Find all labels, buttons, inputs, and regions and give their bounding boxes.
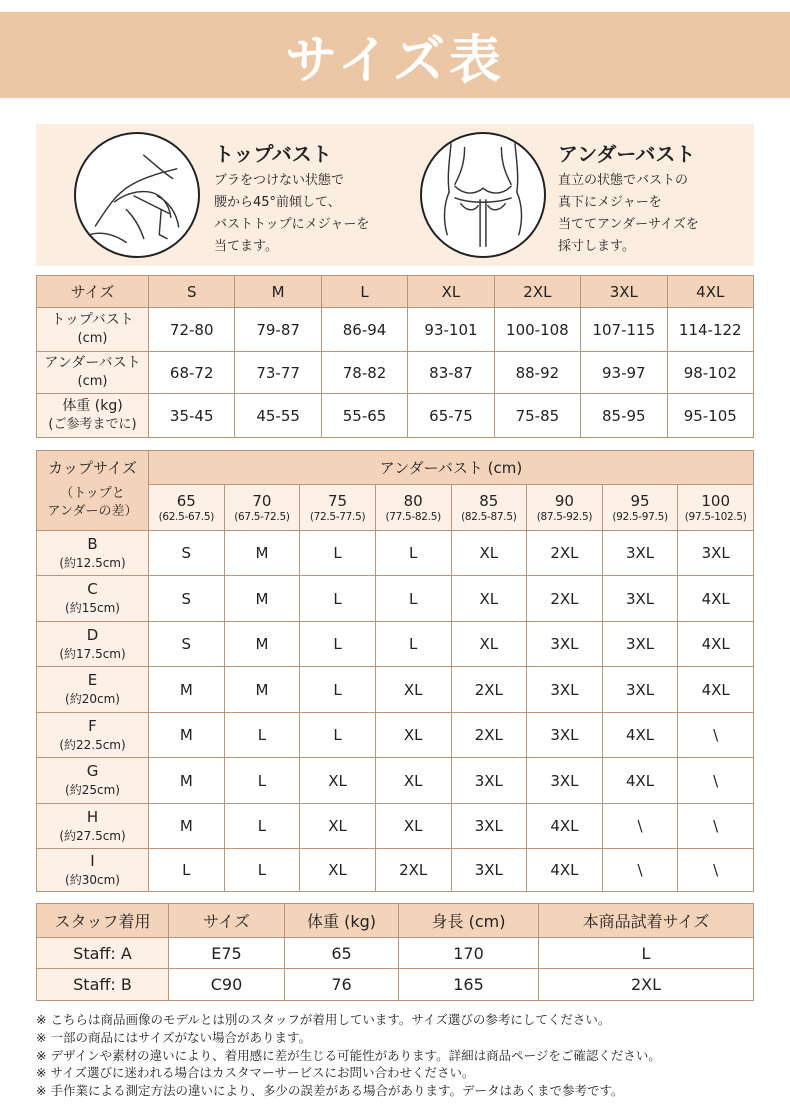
table-cell: 93-97 xyxy=(581,352,667,394)
staff-fitting-table xyxy=(36,903,754,1001)
band-header xyxy=(451,485,527,531)
table-row xyxy=(37,394,754,438)
table-cell: 3XL xyxy=(451,758,527,804)
table-cell: S xyxy=(149,576,225,622)
cup-size-table xyxy=(36,450,754,892)
under-bust-header: アンダーバスト (cm) xyxy=(149,451,754,485)
under-bust-illustration xyxy=(420,132,546,258)
table-cell: XL xyxy=(300,758,376,804)
cup-corner-sub: （トップと アンダーの差） xyxy=(37,485,149,531)
row-label-text: トップバスト xyxy=(51,312,134,328)
table-row xyxy=(37,804,754,849)
table-cell: XL xyxy=(451,531,527,576)
band-header xyxy=(375,485,451,531)
table-cell: 107-115 xyxy=(581,308,667,352)
cup-letter: F xyxy=(88,716,97,735)
table-row xyxy=(37,531,754,576)
table-cell: \ xyxy=(678,849,754,892)
table-cell: C90 xyxy=(169,969,285,1001)
table-cell: L xyxy=(224,849,300,892)
table-cell: M xyxy=(224,576,300,622)
under-bust-description: 直立の状態でバストの 真下にメジャーを 当ててアンダーサイズを 採寸します。 xyxy=(558,173,699,254)
table-cell: L xyxy=(375,622,451,667)
table-cell: XL xyxy=(375,758,451,804)
table-cell: M xyxy=(224,531,300,576)
note-line: ※ こちらは商品画像のモデルとは別のスタッフが着用しています。サイズ選びの参考にしてください。 xyxy=(36,1012,611,1027)
cup-letter: B xyxy=(87,534,98,553)
staff-header: サイズ xyxy=(169,904,285,938)
table-cell: 68-72 xyxy=(149,352,235,394)
row-label xyxy=(37,308,149,352)
table-cell: 4XL xyxy=(602,758,678,804)
cup-corner-title: カップサイズ xyxy=(37,451,149,485)
table-cell: 2XL xyxy=(451,713,527,758)
note-line: ※ デザインや素材の違いにより、着用感に差が生じる可能性があります。詳細は商品ページをご確認ください。 xyxy=(36,1047,661,1063)
table-cell: L xyxy=(300,576,376,622)
band-number: 95 xyxy=(630,491,650,510)
staff-header: スタッフ着用 xyxy=(37,904,169,938)
cup-letter: D xyxy=(86,625,99,644)
table-cell: XL xyxy=(375,804,451,849)
table-row xyxy=(37,969,754,1001)
table-cell: L xyxy=(224,758,300,804)
table-cell: \ xyxy=(602,849,678,892)
row-label xyxy=(37,352,149,394)
band-range: (82.5-87.5) xyxy=(461,510,517,523)
cup-label xyxy=(37,713,149,758)
size-corner-cell: サイズ xyxy=(37,276,149,308)
top-bust-description: ブラをつけない状態で 腰から45°前傾して、 バストトップにメジャーを 当てます。 xyxy=(214,173,370,254)
table-cell: 83-87 xyxy=(408,352,494,394)
band-number: 80 xyxy=(403,491,423,510)
table-cell: 85-95 xyxy=(581,394,667,438)
note-line: ※ サイズ選びに迷われる場合はカスタマーサービスにお問い合わせください。 xyxy=(36,1065,475,1081)
band-range: (67.5-72.5) xyxy=(234,510,290,523)
table-cell: 88-92 xyxy=(494,352,580,394)
band-range: (72.5-77.5) xyxy=(309,510,366,523)
size-header: M xyxy=(235,276,321,308)
row-label-unit: (cm) xyxy=(77,374,108,389)
cup-letter: I xyxy=(90,851,95,870)
cup-label xyxy=(37,849,149,892)
table-cell: 4XL xyxy=(602,713,678,758)
cup-difference: (約30cm) xyxy=(65,872,120,887)
table-cell: L xyxy=(539,938,754,969)
table-cell: 3XL xyxy=(602,622,678,667)
table-cell: 65-75 xyxy=(408,394,494,438)
table-cell: 2XL xyxy=(539,969,754,1001)
band-header xyxy=(224,485,300,531)
band-range: (87.5-92.5) xyxy=(536,510,593,523)
table-cell: 165 xyxy=(399,969,539,1001)
band-range: (97.5-102.5) xyxy=(684,510,747,523)
row-label-text: 体重 (kg) xyxy=(62,398,123,414)
table-cell: 3XL xyxy=(451,849,527,892)
table-cell: E75 xyxy=(169,938,285,969)
table-cell: 79-87 xyxy=(235,308,321,352)
table-cell: L xyxy=(375,576,451,622)
table-cell: 75-85 xyxy=(494,394,580,438)
band-number: 90 xyxy=(554,491,574,510)
cup-letter: G xyxy=(86,762,99,780)
table-cell: 4XL xyxy=(527,804,603,849)
size-header: 4XL xyxy=(667,276,753,308)
band-range: (77.5-82.5) xyxy=(385,510,441,523)
table-row xyxy=(37,308,754,352)
band-header-row xyxy=(37,485,754,531)
table-cell: 4XL xyxy=(678,667,754,713)
band-number: 100 xyxy=(701,491,730,510)
band-number: 85 xyxy=(479,491,499,510)
table-row xyxy=(37,713,754,758)
note-line: ※ 一部の商品にはサイズがない場合があります。 xyxy=(36,1029,311,1045)
size-header: S xyxy=(149,276,235,308)
table-cell: \ xyxy=(678,758,754,804)
cup-table-body xyxy=(37,531,754,892)
table-row xyxy=(37,938,754,969)
table-cell: L xyxy=(300,713,376,758)
table-cell: S xyxy=(149,531,225,576)
table-cell: 3XL xyxy=(527,667,603,713)
cup-difference: (約20cm) xyxy=(65,692,120,706)
table-cell: 95-105 xyxy=(667,394,753,438)
table-cell: M xyxy=(224,622,300,667)
table-cell: 4XL xyxy=(678,576,754,622)
band-header xyxy=(602,485,678,531)
staff-name: Staff: A xyxy=(37,938,169,969)
size-header: XL xyxy=(408,276,494,308)
table-cell: XL xyxy=(375,713,451,758)
notes xyxy=(36,1011,776,1100)
cup-label xyxy=(37,531,149,576)
band-range: (62.5-67.5) xyxy=(158,510,215,523)
size-header-row xyxy=(37,276,754,308)
table-cell: XL xyxy=(451,576,527,622)
page-title: サイズ表 xyxy=(285,30,505,91)
table-cell: XL xyxy=(300,849,376,892)
table-cell: 4XL xyxy=(527,849,603,892)
row-label-unit: (ご参考までに) xyxy=(48,417,137,432)
table-row xyxy=(37,667,754,713)
cup-letter: C xyxy=(87,580,98,598)
table-row xyxy=(37,622,754,667)
note-line: ※ 手作業による測定方法の違いにより、多少の誤差がある場合があります。データはあくまで参考です。 xyxy=(36,1083,624,1099)
table-cell: 3XL xyxy=(678,531,754,576)
staff-header: 本商品試着サイズ xyxy=(539,904,754,938)
table-cell: 2XL xyxy=(527,576,603,622)
table-cell: 2XL xyxy=(527,531,603,576)
table-cell: 170 xyxy=(399,938,539,969)
band-header xyxy=(300,485,376,531)
size-header: 2XL xyxy=(494,276,580,308)
row-label-text: アンダーバスト xyxy=(44,355,141,371)
band-header xyxy=(149,485,225,531)
table-cell: 93-101 xyxy=(408,308,494,352)
staff-header: 体重 (kg) xyxy=(285,904,399,938)
title-banner xyxy=(0,12,790,98)
under-bust-figure-icon xyxy=(422,134,544,256)
table-cell: L xyxy=(300,667,376,713)
cup-difference: (約22.5cm) xyxy=(59,737,126,752)
cup-difference: (約15cm) xyxy=(65,601,120,615)
table-cell: XL xyxy=(451,622,527,667)
cup-difference: (約25cm) xyxy=(65,783,120,797)
table-cell: 3XL xyxy=(527,713,603,758)
band-header xyxy=(527,485,603,531)
table-row xyxy=(37,576,754,622)
measurement-guide xyxy=(36,124,754,266)
staff-header-row xyxy=(37,904,754,938)
band-number: 75 xyxy=(328,491,348,510)
size-chart-table xyxy=(36,275,754,438)
band-number: 65 xyxy=(176,491,196,510)
band-number: 70 xyxy=(252,491,272,510)
row-label xyxy=(37,394,149,438)
table-cell: 76 xyxy=(285,969,399,1001)
cup-label xyxy=(37,667,149,713)
table-cell: 2XL xyxy=(375,849,451,892)
table-cell: 72-80 xyxy=(149,308,235,352)
table-cell: 78-82 xyxy=(321,352,407,394)
table-cell: 3XL xyxy=(527,758,603,804)
cup-difference: (約17.5cm) xyxy=(59,646,126,661)
top-bust-figure-icon xyxy=(76,134,198,256)
table-cell: 100-108 xyxy=(494,308,580,352)
table-cell: 98-102 xyxy=(667,352,753,394)
table-cell: L xyxy=(149,849,225,892)
table-cell: S xyxy=(149,622,225,667)
table-cell: L xyxy=(300,531,376,576)
table-cell: 3XL xyxy=(602,576,678,622)
cup-label xyxy=(37,622,149,667)
table-cell: 3XL xyxy=(527,622,603,667)
cup-letter: E xyxy=(87,671,98,689)
staff-header: 身長 (cm) xyxy=(399,904,539,938)
table-cell: \ xyxy=(678,804,754,849)
table-cell: \ xyxy=(602,804,678,849)
table-row xyxy=(37,849,754,892)
table-cell: 3XL xyxy=(451,804,527,849)
table-cell: XL xyxy=(375,667,451,713)
staff-name: Staff: B xyxy=(37,969,169,1001)
table-cell: 2XL xyxy=(451,667,527,713)
table-cell: M xyxy=(149,758,225,804)
cup-difference: (約27.5cm) xyxy=(59,828,126,843)
under-bust-title: アンダーバスト xyxy=(558,142,696,166)
top-bust-title: トップバスト xyxy=(214,142,332,166)
size-header: 3XL xyxy=(581,276,667,308)
table-cell: 3XL xyxy=(602,531,678,576)
cup-label xyxy=(37,576,149,622)
band-header xyxy=(678,485,754,531)
cup-header-row xyxy=(37,451,754,485)
table-cell: 73-77 xyxy=(235,352,321,394)
cup-difference: (約12.5cm) xyxy=(59,555,126,570)
table-row xyxy=(37,758,754,804)
table-cell: 65 xyxy=(285,938,399,969)
table-cell: M xyxy=(224,667,300,713)
table-cell: XL xyxy=(300,804,376,849)
table-cell: 55-65 xyxy=(321,394,407,438)
table-cell: M xyxy=(149,713,225,758)
table-cell: M xyxy=(149,804,225,849)
table-cell: 3XL xyxy=(602,667,678,713)
table-row xyxy=(37,352,754,394)
size-header: L xyxy=(321,276,407,308)
cup-label xyxy=(37,758,149,804)
table-cell: L xyxy=(375,531,451,576)
table-cell: 4XL xyxy=(678,622,754,667)
table-cell: 45-55 xyxy=(235,394,321,438)
table-cell: L xyxy=(224,713,300,758)
table-cell: L xyxy=(224,804,300,849)
table-cell: 86-94 xyxy=(321,308,407,352)
cup-letter: H xyxy=(86,807,99,826)
top-bust-illustration xyxy=(74,132,200,258)
row-label-unit: (cm) xyxy=(77,331,108,346)
table-cell: L xyxy=(300,622,376,667)
table-cell: \ xyxy=(678,713,754,758)
band-range: (92.5-97.5) xyxy=(612,510,668,523)
table-cell: 114-122 xyxy=(667,308,753,352)
cup-label xyxy=(37,804,149,849)
table-cell: M xyxy=(149,667,225,713)
table-cell: 35-45 xyxy=(149,394,235,438)
